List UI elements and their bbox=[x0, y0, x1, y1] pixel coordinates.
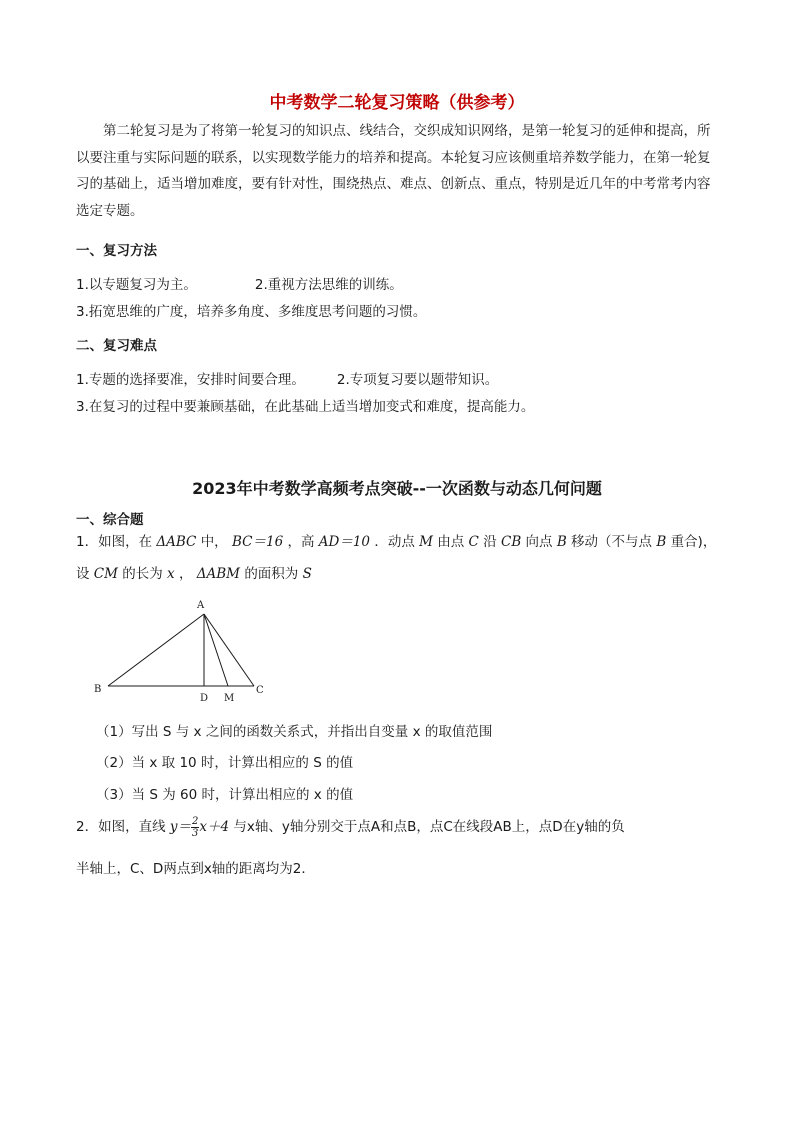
question-2-line-2: 半轴上，C、D两点到x轴的距离均为2． bbox=[76, 861, 315, 877]
difficulties-row-1 bbox=[76, 368, 498, 388]
q1-sub-1: （1）写出 S 与 x 之间的函数关系式，并指出自变量 x 的取值范围 bbox=[96, 724, 493, 740]
methods-item-3: 3.拓宽思维的广度，培养多角度、多维度思考问题的习惯。 bbox=[76, 304, 427, 320]
label-a: A bbox=[197, 600, 205, 611]
segment-ab bbox=[108, 614, 204, 686]
q1-point-m: M bbox=[419, 534, 433, 550]
q2-equation-y: y＝ bbox=[169, 819, 192, 835]
q2-text-part: 与x轴、y轴分别交于点A和点B，点C在线段AB上，点D在y轴的负 bbox=[233, 819, 625, 835]
page-title: 中考数学二轮复习策略（供参考） bbox=[269, 93, 525, 113]
segment-am bbox=[204, 614, 228, 686]
q1-triangle-abm: ΔABM bbox=[196, 566, 241, 582]
q2-equation-rest: x＋4 bbox=[199, 819, 230, 835]
exam-title: 2023年中考数学高频考点突破--一次函数与动态几何问题 bbox=[192, 479, 602, 498]
q1-segment-cb: CB bbox=[500, 534, 522, 550]
q1-text-part: ， bbox=[178, 566, 193, 582]
section-heading-methods: 一、复习方法 bbox=[76, 243, 157, 259]
label-d: D bbox=[200, 693, 209, 704]
difficulties-item-1: 1.专题的选择要准，安排时间要合理。 bbox=[76, 372, 305, 388]
methods-row-1 bbox=[76, 273, 403, 293]
section-heading-difficulties: 二、复习难点 bbox=[76, 338, 157, 354]
question-2-line-1 bbox=[76, 815, 625, 839]
label-b: B bbox=[94, 684, 102, 695]
q1-point-b: B bbox=[556, 534, 567, 550]
methods-item-1: 1.以专题复习为主。 bbox=[76, 277, 197, 293]
label-c: C bbox=[256, 685, 264, 696]
q1-text-part: 1．如图，在 bbox=[76, 534, 153, 550]
q1-sub-3: （3）当 S 为 60 时，计算出相应的 x 的值 bbox=[96, 787, 354, 803]
q1-variable-s: S bbox=[302, 566, 312, 582]
q1-text-part: 向点 bbox=[525, 534, 553, 550]
q1-sub-2: （2）当 x 取 10 时，计算出相应的 S 的值 bbox=[96, 755, 354, 771]
q1-text-part: 由点 bbox=[437, 534, 465, 550]
triangle-figure bbox=[88, 594, 278, 706]
q2-fraction-denominator: 3 bbox=[192, 827, 199, 839]
q1-text-part: 的长为 bbox=[122, 566, 163, 582]
q2-text-part: 2．如图，直线 bbox=[76, 819, 166, 835]
difficulties-item-3: 3.在复习的过程中要兼顾基础，在此基础上适当增加变式和难度，提高能力。 bbox=[76, 399, 535, 415]
difficulties-item-2: 2.专项复习要以题带知识。 bbox=[336, 372, 499, 388]
q1-height-ad: AD＝10 bbox=[318, 534, 371, 550]
methods-item-2: 2.重视方法思维的训练。 bbox=[254, 277, 403, 293]
q1-text-part: 沿 bbox=[483, 534, 497, 550]
q2-fraction-numerator: 2 bbox=[192, 815, 199, 827]
intro-line-4: 的中考常考内容选定专题。 bbox=[76, 176, 711, 219]
q1-variable-x: x bbox=[167, 566, 175, 582]
q1-text-part: ，高 bbox=[287, 534, 315, 550]
q1-text-part: 中， bbox=[200, 534, 228, 550]
q1-text-part: 的面积为 bbox=[244, 566, 299, 582]
intro-line-1: 第二轮复习是为了将第一轮复习的知识点、线结合，交织成知识网络，是第一轮复习的延伸和提 bbox=[103, 123, 670, 139]
q1-segment-cm: CM bbox=[93, 566, 118, 582]
q1-point-b: B bbox=[656, 534, 667, 550]
q1-bc-length: BC＝16 bbox=[231, 534, 284, 550]
intro-paragraph bbox=[76, 118, 716, 224]
q1-text-part: 移动（不与点 bbox=[571, 534, 653, 550]
question-1-text bbox=[76, 526, 720, 590]
q1-text-part: 重合)，设 bbox=[76, 534, 717, 582]
section-heading-comprehensive: 一、综合题 bbox=[76, 512, 144, 528]
intro-line-2: 高，所以要注重与实际问题的联系，以实现数学能力的培养和提高。本轮复习应该侧重培养数学能力， bbox=[76, 123, 711, 166]
label-m: M bbox=[224, 693, 235, 704]
intro-line-3: 在第一轮复习的基础上，适当增加难度，要有针对性，围绕热点、难点、创新点、重点，特别是近几年 bbox=[76, 149, 711, 192]
q1-point-c: C bbox=[468, 534, 479, 550]
segment-ac bbox=[204, 614, 254, 686]
q1-text-part: ．动点 bbox=[374, 534, 415, 550]
q1-triangle-abc: ΔABC bbox=[156, 534, 197, 550]
